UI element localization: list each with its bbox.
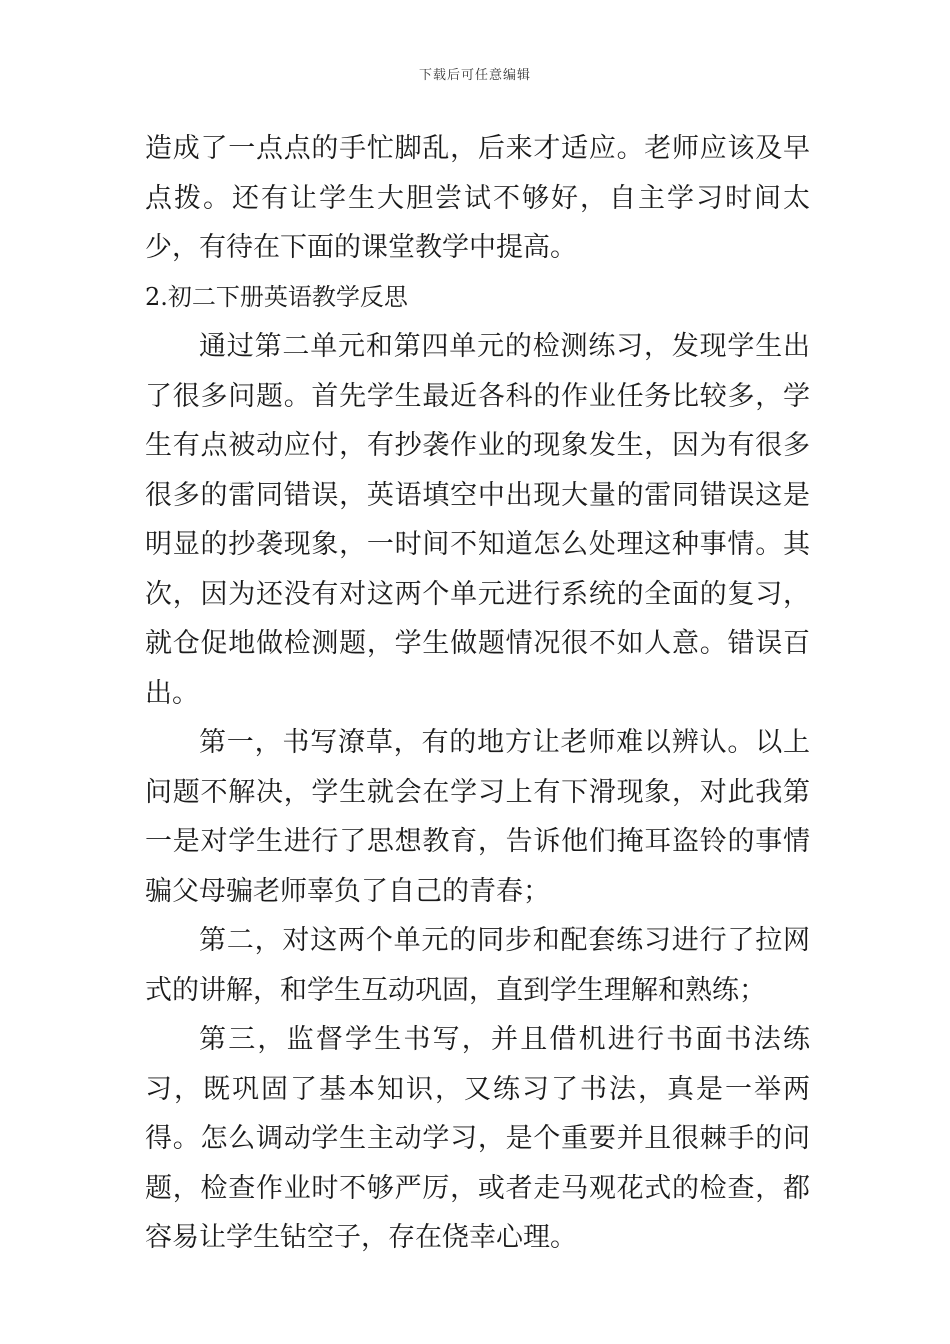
paragraph-continued: 造成了一点点的手忙脚乱，后来才适应。老师应该及早点拨。还有让学生大胆尝试不够好，自主学习时间太少，有待在下面的课堂教学中提高。	[145, 133, 810, 263]
document-body	[145, 124, 810, 1263]
paragraph-third-point: 第三，监督学生书写，并且借机进行书面书法练习，既巩固了基本知识，又练习了书法，真是一举两得。怎么调动学生主动学习，是个重要并且很棘手的问题，检查作业时不够严厉，或者走马观花式的检查，都容易让学生钻空子，存在侥幸心理。	[145, 1024, 810, 1253]
paragraph-second-point: 第二，对这两个单元的同步和配套练习进行了拉网式的讲解，和学生互动巩固，直到学生理解和熟练；	[145, 925, 810, 1006]
paragraph-first-point: 第一，书写潦草，有的地方让老师难以辨认。以上问题不解决，学生就会在学习上有下滑现象，对此我第一是对学生进行了思想教育，告诉他们掩耳盗铃的事情骗父母骗老师辜负了自己的青春；	[145, 727, 810, 907]
section-heading: 2.初二下册英语教学反思	[145, 282, 408, 311]
page-header-note: 下载后可任意编辑	[418, 68, 531, 83]
paragraph-intro: 通过第二单元和第四单元的检测练习，发现学生出了很多问题。首先学生最近各科的作业任务比较多，学生有点被动应付，有抄袭作业的现象发生，因为有很多很多的雷同错误，英语填空中出现大量的雷同错误这是明显的抄袭现象，一时间不知道怎么处理这种事情。其次，因为还没有对这两个单元进行系统的全面的复习，就仓促地做检测题，学生做题情况很不如人意。错误百出。	[145, 331, 810, 709]
